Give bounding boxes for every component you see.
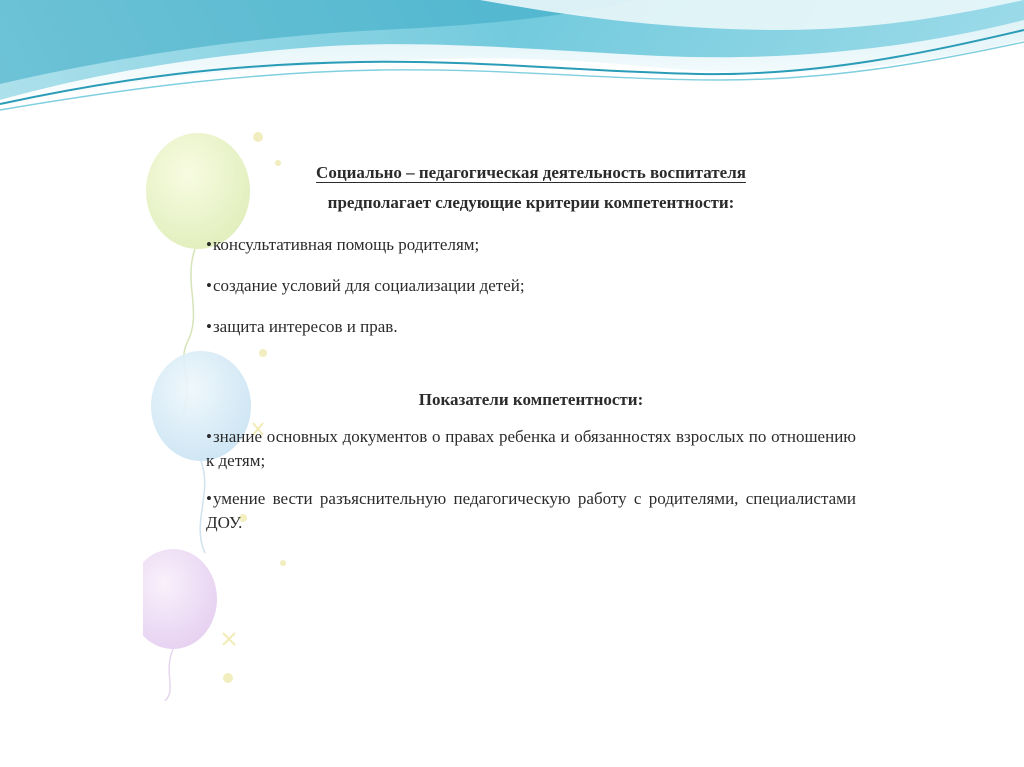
indicator-item: •знание основных документов о правах ребенка и обязанностях взрослых по отношению к детям; bbox=[206, 427, 856, 470]
bullet-icon: • bbox=[206, 276, 212, 295]
slide-content bbox=[206, 161, 856, 535]
indicator-item: •умение вести разъяснительную педагогическую работу с родителями, специалистами ДОУ. bbox=[206, 489, 856, 532]
indicators-title: Показатели компетентности: bbox=[418, 390, 644, 409]
slide-heading-line2: предполагает следующие критерии компетентности: bbox=[327, 193, 735, 212]
slide-card bbox=[143, 123, 908, 701]
bullet-icon: • bbox=[206, 489, 212, 508]
criteria-item: •создание условий для социализации детей; bbox=[206, 276, 525, 295]
bullet-icon: • bbox=[206, 235, 212, 254]
criteria-item: •защита интересов и прав. bbox=[206, 317, 398, 336]
slide-heading-line1: Социально – педагогическая деятельность воспитателя bbox=[316, 163, 746, 182]
header-wave-decoration bbox=[0, 0, 1024, 120]
bullet-icon: • bbox=[206, 427, 212, 446]
bullet-icon: • bbox=[206, 317, 212, 336]
criteria-item: •консультативная помощь родителям; bbox=[206, 235, 480, 254]
